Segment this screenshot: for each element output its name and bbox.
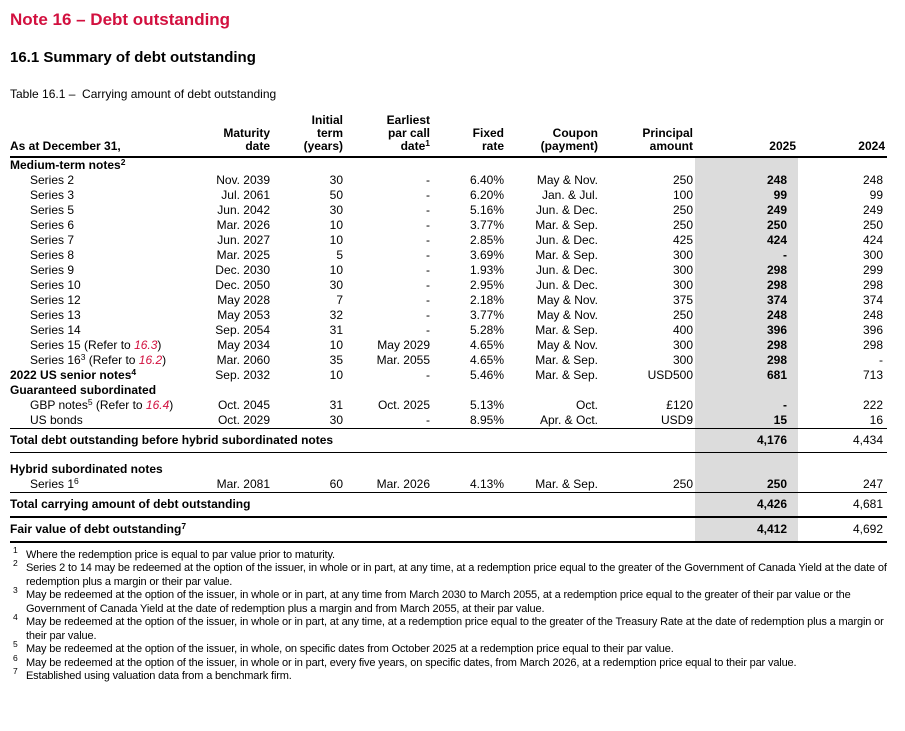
footnote: 2 Series 2 to 14 may be redeemed at the option of the issuer, in whole or in part, at any time, at a redemption price equal to the greater of the Government of Canada Yield at the date of redemption plus a margin or their par value. — [13, 558, 887, 588]
cell-amount-2025: - — [695, 398, 798, 413]
cell-principal-amount: 250 — [672, 218, 693, 232]
cell-maturity-date: Sep. 2032 — [215, 368, 270, 382]
row-label — [10, 368, 200, 383]
footnote-text: May be redeemed at the option of the issuer, in whole or in part, every five years, on specific dates, from March 2026, at a redemption price equal to their par value. — [26, 656, 797, 669]
cell-amount-2024 — [798, 157, 887, 173]
cell-amount-2025: 374 — [695, 293, 798, 308]
cell-principal-amount: 250 — [672, 308, 693, 322]
page-title: Note 16 – Debt outstanding — [10, 10, 231, 29]
row-label-text: Series 5 — [30, 203, 75, 217]
cell-principal-amount: 425 — [672, 233, 693, 247]
superscript-footnote-marker: 6 — [74, 475, 79, 486]
cell-fixed-rate: 3.77% — [469, 218, 504, 232]
cell-principal-amount: USD9 — [660, 413, 693, 427]
row-label-text: Series 12 — [30, 293, 81, 307]
cell-maturity-date: May 2028 — [217, 293, 270, 307]
cell-coupon-payment: Jun. & Dec. — [535, 233, 598, 247]
footnote-text: May be redeemed at the option of the issuer, in whole or in part, at any time, at a redemption price equal to the greater of the Treasury Rate at the date of redemption plus a margin or their par value. — [26, 616, 884, 642]
footnote: 4 May be redeemed at the option of the issuer, in whole or in part, at any time, at a redemption price equal to the greater of the Treasury Rate at the date of redemption plus a margin or their par value. — [13, 612, 884, 642]
cell-amount-2025: 4,426 — [695, 492, 798, 517]
cell-amount-2024: 16 — [869, 413, 883, 427]
cell-fixed-rate: 2.95% — [469, 278, 504, 292]
cell-amount-2024 — [798, 383, 887, 398]
cell-principal-amount: 250 — [672, 476, 693, 491]
row-label-text: Series 14 — [30, 323, 81, 337]
cell-par-call-date: - — [426, 293, 430, 307]
cell-amount-2025: 249 — [695, 203, 798, 218]
superscript-footnote-marker: 2 — [120, 157, 126, 167]
cell-coupon-payment: Oct. — [575, 398, 598, 412]
cell-amount-2025: 248 — [695, 173, 798, 188]
debt-outstanding-table — [10, 114, 887, 543]
cell-coupon-payment: Mar. & Sep. — [535, 323, 598, 337]
cell-maturity-date: Jul. 2061 — [221, 188, 270, 202]
cell-amount-2024: 250 — [862, 218, 883, 232]
row-label-text: Series 9 — [30, 263, 75, 277]
table-row — [10, 278, 887, 293]
cell-maturity-date: May 2053 — [217, 308, 270, 322]
cell-maturity-date: Dec. 2030 — [215, 263, 270, 277]
cell-amount-2025: 250 — [695, 218, 798, 233]
row-label — [10, 233, 200, 248]
spacer-cell — [10, 453, 695, 462]
cell-amount-2024: 298 — [862, 338, 883, 352]
footnote-text: May be redeemed at the option of the issuer, in whole, on specific dates from October 2025 at a redemption price equal to their par value. — [26, 643, 674, 655]
cell-amount-2025: 4,176 — [695, 429, 798, 453]
cell-fixed-rate: 6.40% — [469, 173, 504, 187]
cell-par-call-date: - — [426, 173, 430, 187]
cell-amount-2024: 299 — [862, 263, 883, 277]
cell-principal-amount: 300 — [672, 338, 693, 352]
row-label — [10, 477, 200, 493]
row-label — [10, 293, 200, 308]
cell-coupon-payment: Apr. & Oct. — [539, 413, 598, 427]
cell-initial-term: 10 — [329, 368, 343, 382]
cell-coupon-payment: Mar. & Sep. — [535, 476, 598, 491]
cell-maturity-date: Mar. 2025 — [216, 248, 270, 262]
row-label — [10, 398, 200, 413]
cell-coupon-payment: Jun. & Dec. — [535, 278, 598, 292]
table-row — [10, 413, 887, 429]
cell-par-call-date: - — [426, 188, 430, 202]
cell-amount-2025: 681 — [695, 368, 798, 383]
cell-initial-term: 7 — [336, 293, 343, 307]
footnote: 1 Where the redemption price is equal to par value prior to maturity. — [13, 544, 335, 561]
footnote-text: May be redeemed at the option of the issuer, in whole or in part, at any time from March 2030 to March 2055, at a redemption price equal to the greater of their par value or the Government of Canada Yield at the date of redemption plus a margin and from March 2055, at their par value. — [26, 589, 851, 615]
cell-coupon-payment: Mar. & Sep. — [535, 353, 598, 367]
table-row — [10, 353, 887, 368]
cell-amount-2025 — [695, 157, 798, 173]
table-row — [10, 293, 887, 308]
row-label — [10, 308, 200, 323]
row-label — [10, 353, 200, 368]
row-label-text: GBP notes$^5$ (Refer to 16.4) — [30, 397, 174, 412]
row-label — [10, 203, 200, 218]
group-row — [10, 462, 887, 477]
cell-principal-amount: 250 — [672, 173, 693, 187]
superscript-footnote-marker: 1 — [425, 138, 430, 148]
cell-initial-term: 10 — [329, 263, 343, 277]
group-row — [10, 157, 887, 173]
cell-fixed-rate: 5.28% — [469, 323, 504, 337]
cell-amount-2025: 250 — [695, 477, 798, 493]
total-row — [10, 429, 887, 453]
cell-amount-2025 — [695, 462, 798, 477]
table-row — [10, 477, 887, 493]
footnote-text: Series 2 to 14 may be redeemed at the option of the issuer, in whole or in part, at any time, at a redemption price equal to the greater of the Government of Canada Yield at the date of redemption plus a margin or their par value. — [26, 562, 887, 588]
cell-initial-term: 30 — [329, 203, 343, 217]
column-header-year-2024: 2024 — [798, 114, 887, 157]
cell-amount-2024: 4,681 — [852, 496, 883, 511]
superscript-footnote-marker: 3 — [80, 352, 86, 362]
cell-initial-term: 5 — [336, 248, 343, 262]
table-caption: Table 16.1 – Carrying amount of debt outstanding — [10, 87, 277, 101]
cell-maturity-date: Oct. 2029 — [217, 413, 270, 427]
cross-reference-link[interactable]: 16.4 — [145, 398, 170, 412]
cell-fixed-rate: 1.93% — [469, 263, 504, 277]
cell-amount-2024: 248 — [862, 308, 883, 322]
cell-maturity-date: Sep. 2054 — [215, 323, 270, 337]
cell-coupon-payment: Jun. & Dec. — [535, 203, 598, 217]
cell-amount-2024: 4,692 — [852, 521, 883, 536]
cell-fixed-rate: 8.95% — [469, 413, 504, 427]
column-header-year-2025: 2025 — [695, 114, 798, 157]
cell-initial-term: 30 — [329, 413, 343, 427]
cell-par-call-date: - — [426, 368, 430, 382]
table-row — [10, 263, 887, 278]
cell-coupon-payment: May & Nov. — [536, 338, 598, 352]
row-label-text: Series 13 — [30, 308, 81, 322]
superscript-footnote-marker: 4 — [131, 367, 137, 377]
cell-fixed-rate: 2.18% — [469, 293, 504, 307]
row-label-text: Series 15 (Refer to 16.3) — [30, 338, 162, 352]
row-label-text: Series 6 — [30, 218, 75, 232]
cell-amount-2025: 298 — [695, 263, 798, 278]
section-heading: 16.1 Summary of debt outstanding — [10, 49, 256, 66]
cell-maturity-date: Oct. 2045 — [217, 398, 270, 412]
footnotes-section — [10, 544, 896, 684]
cell-amount-2024: 298 — [862, 278, 883, 292]
cell-amount-2025: 15 — [695, 413, 798, 429]
row-label-text: 2022 US senior notes$^4$ — [10, 367, 137, 382]
table-row — [10, 233, 887, 248]
cell-fixed-rate: 2.85% — [469, 233, 504, 247]
footnote: 6 May be redeemed at the option of the issuer, in whole or in part, every five years, on specific dates, from March 2026, at a redemption price equal to their par value. — [13, 652, 797, 669]
table-row — [10, 398, 887, 413]
cell-par-call-date: May 2029 — [377, 338, 430, 352]
row-label-text: Series 8 — [30, 248, 75, 262]
cell-par-call-date: Mar. 2055 — [376, 353, 430, 367]
group-row — [10, 383, 887, 398]
cell-initial-term: 50 — [329, 188, 343, 202]
cell-initial-term: 31 — [329, 323, 343, 337]
cell-par-call-date: Mar. 2026 — [376, 476, 430, 491]
cell-amount-2024: 396 — [862, 323, 883, 337]
cell-principal-amount: 100 — [672, 188, 693, 202]
cell-coupon-payment: Jan. & Jul. — [541, 188, 598, 202]
cell-coupon-payment: May & Nov. — [536, 293, 598, 307]
row-label-text: Series 10 — [30, 278, 81, 292]
cell-amount-2025: 99 — [695, 188, 798, 203]
group-label: Hybrid subordinated notes — [10, 461, 163, 476]
cell-fixed-rate: 3.77% — [469, 308, 504, 322]
cell-maturity-date: Jun. 2042 — [217, 203, 270, 217]
cell-initial-term: 31 — [329, 398, 343, 412]
cell-principal-amount: 250 — [672, 203, 693, 217]
column-header-principal-amount: Principal amount — [600, 114, 695, 157]
cell-amount-2025: 396 — [695, 323, 798, 338]
row-label-text: Series 7 — [30, 233, 75, 247]
cell-principal-amount: £120 — [666, 398, 693, 412]
cell-par-call-date: - — [426, 263, 430, 277]
row-label — [10, 188, 200, 203]
row-label-text: Series 3 — [30, 188, 75, 202]
cell-amount-2024: - — [879, 353, 883, 367]
cell-coupon-payment: Jun. & Dec. — [535, 263, 598, 277]
footnote-text: Where the redemption price is equal to par value prior to maturity. — [26, 548, 335, 561]
row-label — [10, 323, 200, 338]
cell-par-call-date: - — [426, 413, 430, 427]
table-row — [10, 218, 887, 233]
superscript-footnote-marker: 7 — [181, 520, 187, 531]
column-header-maturity-date: Maturity date — [200, 114, 272, 157]
cell-amount-2024: 424 — [862, 233, 883, 247]
cell-fixed-rate: 5.16% — [469, 203, 504, 217]
row-label — [10, 218, 200, 233]
table-header-row — [10, 114, 887, 157]
cell-par-call-date: - — [426, 233, 430, 247]
cell-amount-2025: - — [695, 248, 798, 263]
cell-amount-2024: 247 — [862, 476, 883, 491]
cell-amount-2025: 4,412 — [695, 517, 798, 542]
table-row — [10, 323, 887, 338]
row-label — [10, 248, 200, 263]
total-row — [10, 492, 887, 517]
cross-reference-link[interactable]: 16.3 — [134, 338, 158, 352]
cell-amount-2024: 99 — [869, 188, 883, 202]
cross-reference-link[interactable]: 16.2 — [138, 353, 163, 367]
cell-fixed-rate: 4.13% — [469, 476, 504, 491]
cell-coupon-payment: May & Nov. — [536, 308, 598, 322]
cell-amount-2025 — [695, 383, 798, 398]
cell-par-call-date: Oct. 2025 — [377, 398, 430, 412]
cell-initial-term: 10 — [329, 338, 343, 352]
row-label — [10, 338, 200, 353]
row-label-text: Series $1^6$ — [30, 475, 79, 491]
table-row — [10, 248, 887, 263]
footnote-text: Established using valuation data from a benchmark firm. — [26, 670, 292, 682]
cell-principal-amount: 400 — [672, 323, 693, 337]
column-header-coupon-payment: Coupon (payment) — [506, 114, 600, 157]
total-label: Total carrying amount of debt outstanding — [10, 496, 251, 511]
cell-amount-2024: 248 — [862, 173, 883, 187]
footnote: 3 May be redeemed at the option of the issuer, in whole or in part, at any time from March 2030 to March 2055, at a redemption price equal to the greater of their par value or the Government of Canada Yield at the date of redemption plus a margin and from March 2055, at their par value. — [13, 585, 851, 615]
cell-amount-2024: 249 — [862, 203, 883, 217]
cell-principal-amount: 375 — [672, 293, 693, 307]
cell-fixed-rate: 5.13% — [469, 398, 504, 412]
group-label: Guaranteed subordinated — [10, 383, 157, 397]
cell-coupon-payment: Mar. & Sep. — [535, 218, 598, 232]
superscript-footnote-marker: 5 — [87, 397, 93, 407]
row-label — [10, 173, 200, 188]
footnote: 5 May be redeemed at the option of the issuer, in whole, on specific dates from October 2025 at a redemption price equal to their par value. — [13, 639, 674, 655]
row-label-text: Series 2 — [30, 173, 75, 187]
cell-amount-2024: 300 — [862, 248, 883, 262]
row-label-text: Series $16^3$ (Refer to 16.2) — [30, 352, 167, 367]
cell-maturity-date: Dec. 2050 — [215, 278, 270, 292]
table-row — [10, 308, 887, 323]
table-row — [10, 188, 887, 203]
row-label-text: US bonds — [30, 413, 83, 427]
cell-maturity-date: Mar. 2081 — [216, 476, 270, 491]
spacer-cell — [798, 453, 887, 462]
cell-coupon-payment: May & Nov. — [536, 173, 598, 187]
cell-principal-amount: 300 — [672, 263, 693, 277]
cell-par-call-date: - — [426, 203, 430, 217]
cell-maturity-date: Mar. 2060 — [216, 353, 270, 367]
cell-coupon-payment: Mar. & Sep. — [535, 248, 598, 262]
cell-amount-2025: 424 — [695, 233, 798, 248]
cell-maturity-date: Jun. 2027 — [217, 233, 270, 247]
cell-initial-term: 32 — [329, 308, 343, 322]
cell-maturity-date: Nov. 2039 — [216, 173, 270, 187]
cell-amount-2024: 4,434 — [852, 433, 883, 447]
cell-initial-term: 30 — [329, 173, 343, 187]
cell-principal-amount: USD500 — [647, 368, 693, 382]
total-row — [10, 517, 887, 542]
cell-fixed-rate: 4.65% — [469, 353, 504, 367]
table-row — [10, 203, 887, 218]
cell-amount-2025: 298 — [695, 278, 798, 293]
cell-fixed-rate: 6.20% — [469, 188, 504, 202]
cell-amount-2024: 222 — [862, 398, 883, 412]
cell-maturity-date: May 2034 — [217, 338, 270, 352]
group-label: Medium-term notes$^2$ — [10, 157, 126, 172]
total-label: Total debt outstanding before hybrid subordinated notes — [10, 433, 334, 447]
cell-amount-2025: 248 — [695, 308, 798, 323]
spacer-row — [10, 453, 887, 462]
table-row — [10, 368, 887, 383]
row-label — [10, 413, 200, 429]
footnote: 7 Established using valuation data from a benchmark firm. — [13, 666, 292, 682]
total-label: Fair value of debt outstanding$^7$ — [10, 520, 187, 536]
cell-par-call-date: - — [426, 218, 430, 232]
cell-fixed-rate: 5.46% — [469, 368, 504, 382]
row-label — [10, 263, 200, 278]
cell-initial-term: 60 — [329, 476, 343, 491]
cell-initial-term: 30 — [329, 278, 343, 292]
cell-par-call-date: - — [426, 278, 430, 292]
cell-initial-term: 35 — [329, 353, 343, 367]
cell-fixed-rate: 3.69% — [469, 248, 504, 262]
cell-principal-amount: 300 — [672, 278, 693, 292]
column-header-initial-term: Initial term (years) — [272, 114, 345, 157]
cell-amount-2024: 374 — [862, 293, 883, 307]
row-label — [10, 278, 200, 293]
cell-maturity-date: Mar. 2026 — [216, 218, 270, 232]
column-header-fixed-rate: Fixed rate — [432, 114, 506, 157]
table-row — [10, 338, 887, 353]
cell-amount-2025: 298 — [695, 353, 798, 368]
cell-initial-term: 10 — [329, 218, 343, 232]
cell-amount-2025: 298 — [695, 338, 798, 353]
cell-principal-amount: 300 — [672, 353, 693, 367]
cell-fixed-rate: 4.65% — [469, 338, 504, 352]
cell-amount-2024: 713 — [862, 368, 883, 382]
column-header-as-at-december-31: As at December 31, — [10, 114, 200, 157]
table-row — [10, 173, 887, 188]
spacer-cell — [695, 453, 798, 462]
cell-par-call-date: - — [426, 323, 430, 337]
cell-par-call-date: - — [426, 248, 430, 262]
cell-initial-term: 10 — [329, 233, 343, 247]
cell-principal-amount: 300 — [672, 248, 693, 262]
cell-amount-2024 — [798, 462, 887, 477]
cell-coupon-payment: Mar. & Sep. — [535, 368, 598, 382]
cell-par-call-date: - — [426, 308, 430, 322]
column-header-par-call-date: Earliest par call date$^1$ — [345, 114, 432, 157]
